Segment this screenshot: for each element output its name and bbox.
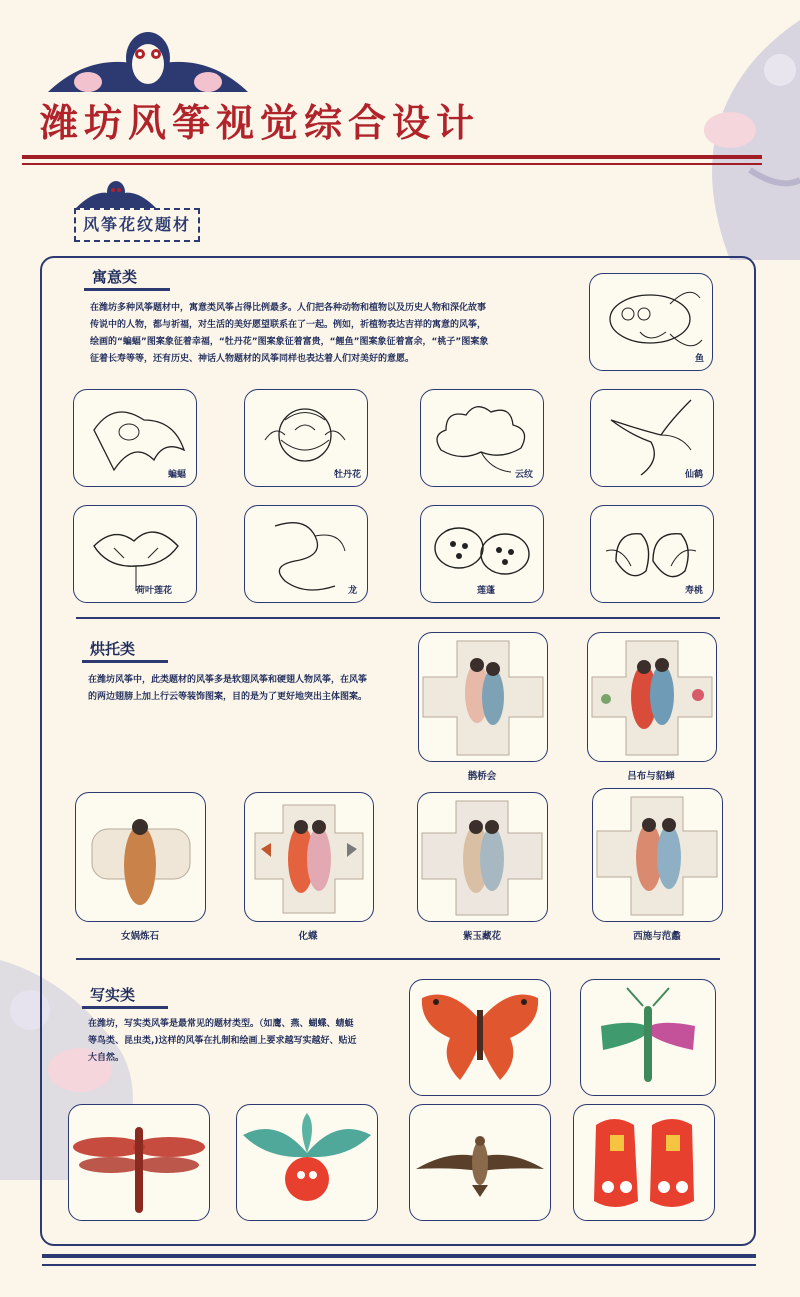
- magpie-bridge-caption: 鹊桥会: [467, 771, 497, 782]
- contrast-heading-underline: [82, 660, 168, 663]
- contrast-heading: 烘托类: [90, 640, 136, 658]
- kite-card-lotus: [73, 505, 197, 603]
- figure-kite-lvbu-diaochan-icon: [588, 633, 716, 761]
- figure-kite-butterfly-lovers-icon: [245, 793, 373, 921]
- contrast-description: 在潍坊风筝中，此类题材的风筝多是软翅风筝和硬翅人物风筝，在风筝的两边翅膀上加上行云等装饰图案，目的是为了更好地突出主体图案。: [88, 675, 368, 702]
- peony-caption: 牡丹花: [333, 470, 361, 480]
- kite-card-nuwa: [75, 792, 206, 922]
- kite-card-ziyu: [417, 792, 548, 922]
- footer-rule-top: [42, 1254, 756, 1258]
- kite-card-fish: [589, 273, 713, 371]
- kite-card-peony: [244, 389, 368, 487]
- symbolic-heading-underline: [84, 288, 170, 291]
- figure-kite-xishi-fanli-icon: [593, 789, 722, 921]
- dragon-caption: 龙: [347, 586, 357, 596]
- swallow-kite-decoration-icon: [48, 24, 248, 94]
- kite-card-dragon: [244, 505, 368, 603]
- lotus-seed-caption: 莲蓬: [476, 586, 495, 596]
- footer-rule-bottom: [42, 1264, 756, 1266]
- ziyu-caption: 紫玉藏花: [462, 931, 501, 942]
- figure-kite-nuwa-icon: [76, 793, 205, 921]
- section-divider-2: [76, 958, 720, 960]
- peach-caption: 寿桃: [684, 586, 703, 596]
- kite-card-butterfly-lovers: [244, 792, 374, 922]
- title-rule-bottom: [22, 163, 762, 165]
- kite-card-lvbu-diaochan: [587, 632, 717, 762]
- dragonfly-kite-icon: [69, 1105, 209, 1220]
- fish-caption: 鱼: [694, 354, 704, 364]
- butterfly-kite-icon: [410, 980, 550, 1095]
- fish-line-drawing-icon: [590, 274, 712, 370]
- figure-kite-magpie-bridge-icon: [419, 633, 547, 761]
- kite-card-crane: [590, 389, 714, 487]
- kite-card-peach: [590, 505, 714, 603]
- crane-caption: 仙鹤: [684, 470, 703, 480]
- realistic-heading: 写实类: [90, 986, 136, 1004]
- kite-card-grasshopper: [580, 979, 716, 1096]
- eagle-kite-icon: [410, 1105, 550, 1220]
- nuwa-caption: 女娲炼石: [120, 931, 159, 942]
- xishi-fanli-caption: 西施与范蠡: [633, 931, 681, 942]
- symbolic-description: 在潍坊多种风筝题材中，寓意类风筝占得比例最多。人们把各种动物和植物以及历史人物和深化故事传说中的人物，都与祈福，对生活的美好愿望联系在了一起。例如，祈植物表达吉祥的寓意的风筝，绘画的“蝙蝠”图案象征着幸福，“牡丹花”图案象征着富贵，“鲤鱼”图案象征着富余，“桃子”图案象征着长寿等等，还有历史、神话人物题材的风筝同样也表达着人们对美好的意愿。: [90, 303, 489, 364]
- bat-caption: 蝙蝠: [167, 470, 186, 480]
- kite-card-magpie-bridge: [418, 632, 548, 762]
- radish-kite-icon: [237, 1105, 377, 1220]
- small-swallow-kite-icon: [76, 178, 156, 208]
- section-tag: 风筝花纹题材: [74, 208, 200, 242]
- kite-card-dragonfly: [68, 1104, 210, 1221]
- page-title: 潍坊风筝视觉综合设计: [40, 100, 481, 145]
- butterfly-lovers-caption: 化蝶: [298, 931, 318, 942]
- kite-card-xishi-fanli: [592, 788, 723, 922]
- figure-kite-ziyu-icon: [418, 793, 547, 921]
- realistic-description: 在潍坊，写实类风筝是最常见的题材类型。（如鹰、燕、蝴蝶、蜻蜓等鸟类、昆虫类,)这样的风筝在扎制和绘画上要求越写实越好、贴近大自然。: [88, 1019, 357, 1063]
- cloud-caption: 云纹: [514, 470, 533, 480]
- title-rule-top: [22, 155, 762, 159]
- kite-card-bat: [73, 389, 197, 487]
- kite-card-eagle: [409, 1104, 551, 1221]
- kite-card-tiger-shoes: [573, 1104, 715, 1221]
- lvbu-diaochan-caption: 吕布与貂蝉: [627, 771, 675, 782]
- tiger-shoes-kite-icon: [574, 1105, 714, 1220]
- kite-card-lotus-seed: [420, 505, 544, 603]
- section-divider-1: [76, 617, 720, 619]
- lotus-caption: 荷叶莲花: [135, 586, 172, 596]
- kite-card-butterfly: [409, 979, 551, 1096]
- grasshopper-kite-icon: [581, 980, 715, 1095]
- faded-kite-decoration-icon: [660, 20, 800, 260]
- realistic-heading-underline: [82, 1006, 168, 1009]
- kite-card-cloud: [420, 389, 544, 487]
- symbolic-heading: 寓意类: [92, 268, 138, 286]
- kite-card-radish: [236, 1104, 378, 1221]
